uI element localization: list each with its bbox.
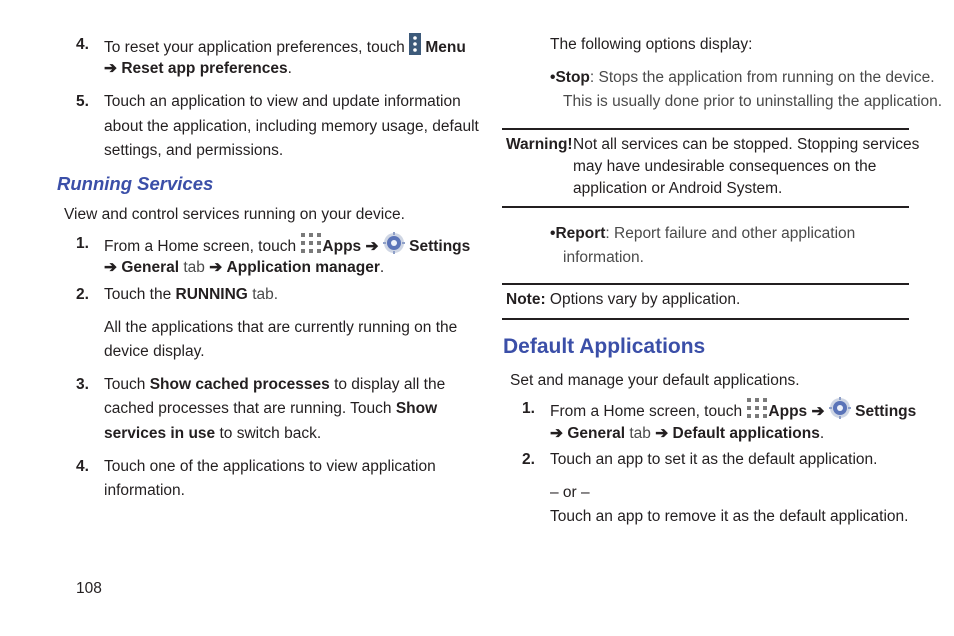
home-screen-line-2: ➔ General tab ➔ Application manager. (104, 259, 385, 276)
settings-label: Settings (409, 238, 471, 256)
page-number: 108 (76, 580, 102, 597)
report-option-text: information. (563, 249, 644, 266)
apps-label: Apps (768, 403, 808, 421)
note-label: Note: (506, 291, 546, 308)
divider (502, 318, 909, 320)
divider (502, 283, 909, 285)
step-text: Touch an app to remove it as the default application. (550, 508, 909, 525)
show-label: Show (395, 400, 438, 417)
running-services-heading: Running Services (57, 173, 214, 194)
step-number: 3. (76, 376, 89, 393)
step-number: 1. (522, 400, 535, 417)
arrow-icon: ➔ (811, 403, 825, 421)
step-text: All the applications that are currently running on the (104, 319, 458, 336)
step-text: Touch Show cached processes to display all the (104, 376, 446, 393)
step-number: 2. (522, 451, 535, 468)
step-text: cached processes that are running. Touch Show (104, 400, 438, 417)
home-screen-line: From a Home screen, touch Apps ➔ Settings (550, 397, 916, 427)
home-screen-line: From a Home screen, touch Apps ➔ Settings (104, 232, 470, 262)
step-text: Touch one of the applications to view application (104, 458, 436, 475)
arrow-icon: ➔ (365, 238, 379, 256)
or-separator: – or – (550, 484, 590, 501)
step-text: about the application, including memory usage, default (104, 118, 479, 135)
report-option: •Report: Report failure and other application (550, 225, 856, 242)
step-number: 1. (76, 235, 89, 252)
services-in-use-label: services in use (104, 425, 216, 442)
settings-label: Settings (855, 403, 917, 421)
divider (502, 128, 909, 130)
arrow-icon: ➔ (104, 60, 117, 77)
stop-label: Stop (555, 69, 590, 86)
step-number: 5. (76, 93, 89, 110)
arrow-icon: ➔ (209, 259, 223, 276)
step-text: Touch an application to view and update information (104, 93, 461, 110)
menu-label: Menu (425, 39, 466, 57)
step-number: 2. (76, 286, 89, 303)
warning-text: Not all services can be stopped. Stopping services (573, 136, 920, 153)
divider (502, 206, 909, 208)
stop-option-text: This is usually done prior to uninstalling the application. (563, 93, 943, 110)
home-screen-line-2: ➔ General tab ➔ Default applications. (550, 425, 825, 442)
arrow-icon: ➔ (550, 425, 563, 442)
section-intro: Set and manage your default applications. (510, 372, 800, 389)
report-label: Report (555, 225, 606, 242)
arrow-icon: ➔ (655, 425, 669, 442)
menu-icon (409, 33, 421, 63)
step-text: device display. (104, 343, 205, 360)
settings-gear-icon (829, 397, 851, 427)
warning-label: Warning! (506, 136, 573, 153)
step-text: To reset your application preferences, touch (104, 39, 405, 57)
warning-text: application or Android System. (573, 180, 783, 197)
step-text: Touch an app to set it as the default application. (550, 451, 878, 468)
arrow-icon: ➔ (104, 259, 117, 276)
warning-text: may have undesirable consequences on the (573, 158, 877, 175)
stop-option: •Stop: Stops the application from running on the device. (550, 69, 935, 86)
step-text: services in use to switch back. (104, 425, 322, 442)
step-text: settings, and permissions. (104, 142, 284, 159)
default-applications-heading: Default Applications (503, 335, 706, 358)
general-label: General (567, 425, 626, 442)
step-number: 4. (76, 458, 89, 475)
note: Note: Options vary by application. (506, 291, 741, 308)
show-cached-processes-label: Show cached processes (149, 376, 330, 393)
step-text: Touch the RUNNING tab. (104, 286, 279, 303)
general-label: General (121, 259, 180, 276)
settings-gear-icon (383, 232, 405, 262)
section-intro: View and control services running on your device. (64, 206, 405, 223)
step-text: information. (104, 482, 185, 499)
step-number: 4. (76, 36, 89, 53)
running-tab-label: RUNNING (175, 286, 248, 303)
options-intro: The following options display: (550, 36, 753, 53)
reset-prefs-target: ➔ Reset app preferences. (104, 60, 292, 77)
application-manager-label: Application manager (226, 259, 380, 276)
apps-label: Apps (322, 238, 362, 256)
reset-app-preferences-label: Reset app preferences (121, 60, 288, 77)
default-applications-label: Default applications (672, 425, 820, 442)
